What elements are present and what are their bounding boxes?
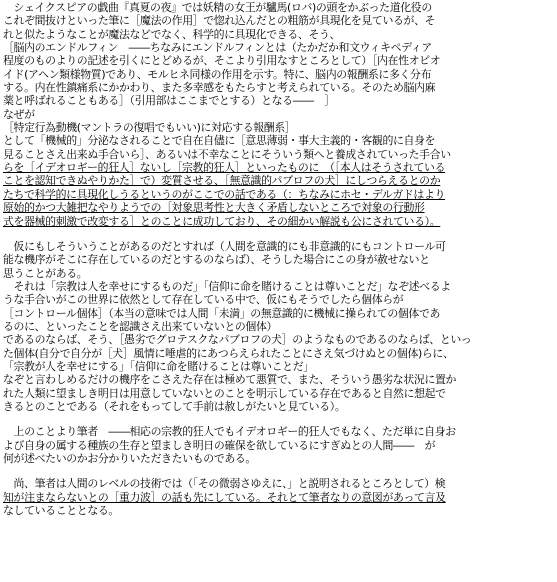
text-line: きるとのことである（それをもってして手前は赦しがたいと見ている）。 bbox=[3, 399, 346, 413]
paragraph-4 bbox=[3, 477, 555, 517]
text-line: であるのならば、そう、［愚劣でグロテスクなパブロフの犬］のようなものであるのならば、といっ bbox=[3, 333, 472, 347]
underlined-text-line: たちで科学的に具現化しうるというのがここでの話である（：ちなみにホセ・デルガドはより bbox=[3, 187, 446, 201]
text-line: 見ることさえ出来ぬ手合いら］、あるいは不幸なことにそういう類へと養成されていった手合い bbox=[3, 147, 451, 161]
underlined-text-line: ことを認知できぬやりかた］で）変質させる、［無意識的パブロフの犬］にしつらえるとのか bbox=[3, 174, 441, 188]
text-line: これぞ間抜けといった筆に［魔法の作用］で惚れ込んだとの粗筋が具現化を見ているが、そ bbox=[3, 14, 436, 28]
text-line: ［特定行為動機(マントラの復唱でもいい)に対応する報酬系］ bbox=[3, 121, 296, 135]
paragraph-3 bbox=[3, 425, 555, 465]
text-line: 尚、筆者は人間のレベルの技術では（「その微弱さゆえに、」と説明されるところとして）検 bbox=[3, 477, 446, 491]
text-line: 上のことより筆者 ――相応の宗教的狂人でもイデオロギー的狂人でもなく、ただ単に自身お bbox=[3, 425, 456, 439]
text-line: 「宗教が人を幸せにする」「信仰に命を賭けることは尊いことだ」 bbox=[3, 359, 314, 373]
text-line: ［コントロール個体］（本当の意味では人間「未満」の無意識的に機械に操られての個体であ bbox=[3, 306, 441, 320]
text-line: 仮にもしそういうことがあるのだとすれば（人間を意識的にも非意識的にもコントロール可 bbox=[3, 239, 446, 253]
paragraph-1 bbox=[3, 1, 555, 228]
paragraph-spacer bbox=[3, 413, 555, 425]
text-line: るのに、といったことを認識さえ出来ていないとの個体） bbox=[3, 319, 278, 333]
text-line: 程度のものよりの記述を引くにとどめるが、そこより引用なすところとして）［内在性オピオ bbox=[3, 54, 441, 68]
text-line: れた人類に望ましき明日は用意していないとのことを明示している存在であると自然に想起で bbox=[3, 386, 446, 400]
paragraph-spacer bbox=[3, 465, 555, 477]
underlined-text-line: 知が注まならないとの［重力波］の話も先にしている。それとて筆者なりの意図があって言及 bbox=[3, 490, 446, 504]
text-line: シェイクスピアの戯曲『真夏の夜』では妖精の女王が驢馬(ロバ)の頭をかぶった道化役の bbox=[3, 1, 432, 14]
underlined-text-line: 式を器械的刺激で改変する］とのことに成功しており、その細かい解説も公にされている）。 bbox=[3, 214, 441, 228]
text-line: 能な機序がそこに存在しているのだとするのならば）、そうした場合にこの身が赦せないと bbox=[3, 253, 430, 267]
text-line: として「機械的」分泌なされることで自在自儘に［意思薄弱・事大主義的・客観的に自身を bbox=[3, 134, 436, 148]
text-line: れと似たようなことが魔法などでなく、科学的に具現化できる、そう、 bbox=[3, 27, 341, 41]
paragraph-2 bbox=[3, 240, 555, 413]
text-line: する。内在性鎮痛系にかかわり、また多幸感をもたらすと考えられている。そのため脳内麻 bbox=[3, 81, 436, 95]
text-line: 何が述べたいのかお分かりいただきたいものである。 bbox=[3, 452, 256, 465]
text-line: うな手合いがこの世界に依然として存在している中で、仮にもそうでしたら個体らが bbox=[3, 293, 404, 307]
text-line: それは「宗教は人を幸せにするものだ」「信仰に命を賭けることは尊いことだ」なぞ述べるよ bbox=[3, 279, 451, 293]
text-line: ［脳内のエンドルフィン ――ちなみにエンドルフィンとは（たかだか和文ウィキペディア bbox=[3, 41, 432, 55]
text-line: なぜが bbox=[3, 107, 35, 121]
text-line: イド(アヘン類様物質)であり、モルヒネ同様の作用を示す。特に、脳内の報酬系に多く分布 bbox=[3, 67, 432, 81]
underlined-text-line: らを［イデオロギー的狂人］ないし［宗教的狂人］といったものに （［本人はそうされている bbox=[3, 161, 446, 175]
text-line: 薬と呼ばれることもある］（引用部はここまでとする）となる―― ］ bbox=[3, 94, 335, 108]
text-line: 思うことがある。 bbox=[3, 266, 88, 280]
text-line: なぞと言わしめるだけの機序をこさえた存在は極めて悪質で、また、そういう愚劣な状況に置か bbox=[3, 373, 457, 387]
paragraph-spacer bbox=[3, 228, 555, 240]
text-line: た個体(自分で自分が［犬］風情に唾虐的にあつらえられたことにさえ気づけぬとの個体)らに、 bbox=[3, 346, 454, 360]
text-line: よび自身の属する種族の生存と望ましき明日の確保を欲しているにすぎぬとの人間―― が bbox=[3, 438, 436, 452]
text-line: なしていることとなる。 bbox=[3, 504, 119, 518]
underlined-text-line: 原始的かつ大雑把なやりようでの［対象思考性と大きく矛盾しないところで対象の行動形 bbox=[3, 201, 425, 215]
